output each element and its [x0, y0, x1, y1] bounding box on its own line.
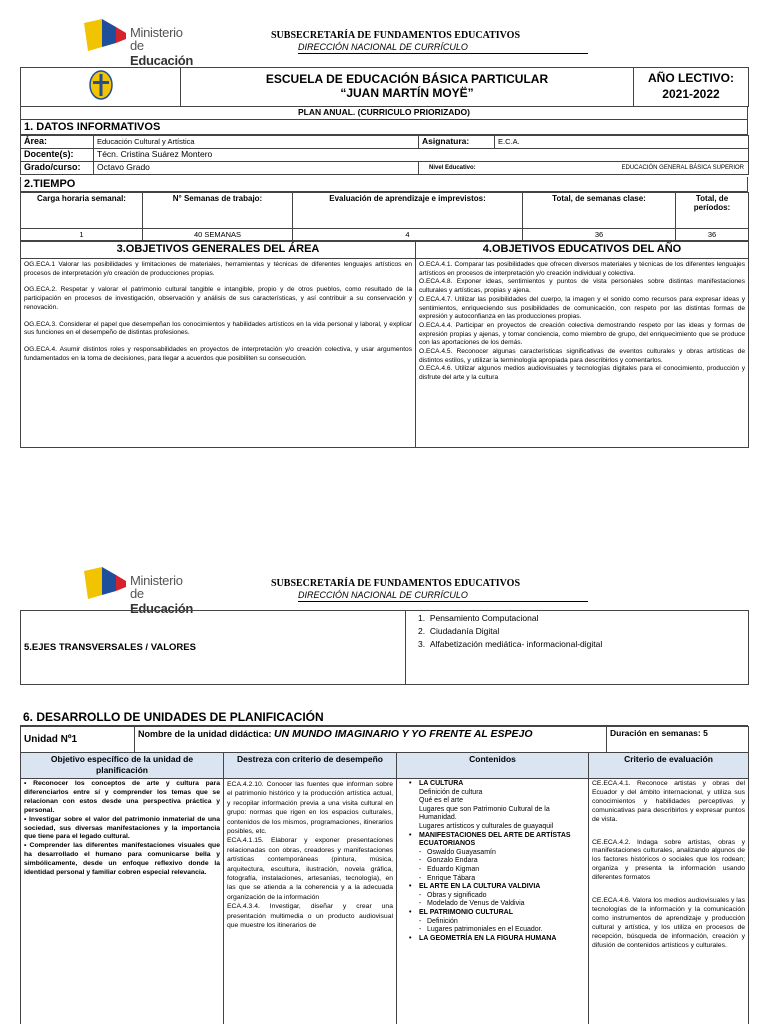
unidad-duracion: Duración en semanas: 5: [607, 727, 749, 753]
criterio-cell: [589, 779, 749, 1024]
tiempo-title: 2.TIEMPO: [20, 177, 748, 192]
logo-line2-2: de Educación: [130, 586, 194, 616]
objetivo-area-4: OG.ECA.4. Asumir distintos roles y responsabilidades en proyectos de interpretación y/o creación colectiva, y usar argumentos fundamentados en la toma de decisiones, para llegar a acuerdos que posibiliten su consecución.: [24, 345, 412, 362]
school-emblem-cell: [21, 68, 181, 107]
objetivo-anio-3: O.ECA.4.7. Utilizar las posibilidades del cuerpo, la imagen y el sonido como recursos para expresar ideas y sentimientos, enriqueciendo sus posibilidades de comunicación, con respeto por las distintas formas de expresión y autoconfianza en las producciones propias.: [419, 295, 745, 321]
plan-title: PLAN ANUAL. (CURRICULO PRIORIZADO): [20, 106, 748, 120]
tiempo-header-3: Evaluación de aprendizaje e imprevistos:: [293, 193, 523, 229]
page-1: [0, 0, 768, 470]
tiempo-value-4: 36: [523, 229, 676, 241]
contenido-item: - Lugares patrimoniales en el Ecuador.: [409, 926, 585, 935]
ministerio-logo-icon-2: [80, 565, 128, 601]
objetivo-item-2: • Investigar sobre el valor del patrimonio inmaterial de una sociedad, sus diversas manifestaciones y la importancia que tiene para el legado cultural.: [24, 815, 220, 841]
grado-value: Octavo Grado: [94, 162, 419, 175]
objetivo-anio-5: O.ECA.4.5. Reconocer algunas características significativas de eventos culturales y obras artísticas de distintos estilos, y utilizar la terminología apropiada para describirlos y comentarlos.: [419, 348, 745, 364]
contenido-item: Lugares que son Patrimonio Cultural de la Humanidad.: [419, 805, 550, 822]
ministerio-logo: [80, 17, 210, 68]
contenido-item: - Definición: [409, 918, 585, 927]
objetivos-area-list: [21, 259, 416, 448]
objetivo-area-3: OG.ECA.3. Considerar el papel que desempeñan los conocimientos y habilidades artísticos en la vida personal y laboral, y explicar sus funciones en el desempeño de distintas profesiones.: [24, 320, 412, 337]
col-header-criterio: Criterio de evaluación: [589, 753, 749, 779]
contenido-item: - Enrique Tábara: [409, 875, 585, 884]
destreza-item-3: ECA.4.3.4. Investigar, diseñar y crear una presentación multimedia o un producto audiovisual que muestre los itinerarios de: [227, 903, 393, 930]
objetivo-item-3: • Comprender las diferentes manifestaciones visuales que ha desarrollado el humano para comunicarse bella y simbólicamente, desde un enfoque reflexivo donde la identidad personal y familiar cobren especial relevancia.: [24, 842, 220, 877]
contenidos-cell: [397, 779, 589, 1024]
nivel-cell: [419, 162, 749, 175]
destreza-item-1: ECA.4.2.10. Conocer las fuentes que informan sobre el patrimonio histórico y la producción artística actual, y recopilar información previa a una visita cultural en grupo: normas que rigen en los espacios culturales, contenidos de los mismos, programaciones, itinerarios posibles, etc.: [227, 781, 393, 836]
datos-table: [20, 135, 749, 175]
subsecretaria-title-2: SUBSECRETARÍA DE FUNDAMENTOS EDUCATIVOS: [271, 578, 521, 589]
ministerio-logo-icon: [80, 17, 128, 53]
tiempo-value-2: 40 SEMANAS: [143, 229, 293, 241]
unidad-nombre: Nombre de la unidad didáctica: UN MUNDO IMAGINARIO Y YO FRENTE AL ESPEJO: [135, 727, 607, 753]
asignatura-label: Asignatura:: [419, 136, 495, 149]
objetivo-anio-2: O.ECA.4.8. Exponer ideas, sentimientos y puntos de vista personales sobre distintas manifestaciones culturales y artísticas, propias y ajena.: [419, 278, 745, 295]
desarrollo-title: 6. DESARROLLO DE UNIDADES DE PLANIFICACIÓN: [20, 710, 748, 726]
contenido-item: - Eduardo Kigman: [409, 866, 585, 875]
col-header-destreza: Destreza con criterio de desempeño: [224, 753, 397, 779]
contenido-item: Qué es el arte: [419, 797, 463, 805]
tiempo-header-1: Carga horaria semanal:: [21, 193, 143, 229]
ejes-title: 5.EJES TRANSVERSALES / VALORES: [21, 611, 406, 685]
logo-line1-2: Ministerio: [130, 573, 183, 588]
contenido-patrimonio: • EL PATRIMONIO CULTURAL: [409, 909, 585, 918]
objetivos-table: [20, 241, 749, 448]
objetivo-cell: [21, 779, 224, 1024]
objetivos-anio-list: [416, 259, 749, 448]
direccion-title-2: DIRECCIÓN NACIONAL DE CURRÍCULO: [298, 590, 588, 602]
direccion-title: DIRECCIÓN NACIONAL DE CURRÍCULO: [298, 42, 588, 54]
tiempo-value-5: 36: [676, 229, 749, 241]
eje-item-3: 3. Alfabetización mediática- informacional-digital: [418, 639, 603, 649]
contenidos-list: [409, 780, 585, 943]
tiempo-header-4: Total, de semanas clase:: [523, 193, 676, 229]
eje-item-1: 1. Pensamiento Computacional: [418, 613, 539, 623]
tiempo-value-1: 1: [21, 229, 143, 241]
tiempo-table: [20, 192, 749, 241]
page-header: [0, 0, 768, 68]
contenido-geometria: • LA GEOMETRÍA EN LA FIGURA HUMANA: [409, 935, 585, 944]
school-emblem-icon: [89, 70, 113, 100]
ejes-list: [406, 611, 749, 685]
docente-label: Docente(s):: [21, 149, 94, 162]
objetivos-anio-title: 4.OBJETIVOS EDUCATIVOS DEL AÑO: [416, 242, 749, 259]
destreza-item-2: ECA.4.1.15. Elaborar y exponer presentaciones relacionadas con obras, creadores y manifestaciones artísticas contemporáneas (pintura, música, arquitectura, escultura, ilustración, novela gráfica, fotografía, instalaciones, artesanías, tecnología), en las que se atienda a la coherencia y a la adecuada organización de la información: [227, 837, 393, 901]
area-label: Área:: [21, 136, 94, 149]
nivel-value: EDUCACIÓN GENERAL BÁSICA SUPERIOR: [621, 165, 744, 171]
subsecretaria-title: SUBSECRETARÍA DE FUNDAMENTOS EDUCATIVOS: [271, 30, 521, 41]
criterio-item-1: CE.ECA.4.1. Reconoce artistas y obras del Ecuador y del ámbito internacional, y utiliza sus conocimientos y habilidades perceptivas y comunicativas para describirlos y expresar puntos de vista.: [592, 780, 745, 823]
docente-value: Técn. Cristina Suárez Montero: [94, 149, 749, 162]
objetivo-item-1: • Reconocer los conceptos de arte y cultura para diferenciarlos entre sí y comprender los temas que se relacionan con estos desde una perspectiva práctica y personal.: [24, 780, 220, 814]
contenido-item: Definición de cultura: [419, 788, 483, 796]
asignatura-value: E.C.A.: [495, 136, 749, 149]
destreza-cell: [224, 779, 397, 1024]
school-table: [20, 67, 749, 107]
unidad-label: Unidad Nº1: [21, 727, 135, 753]
contenido-item: - Oswaldo Guayasamín: [409, 849, 585, 858]
objetivo-anio-4: O.ECA.4.4. Participar en proyectos de creación colectiva demostrando respeto por las ideas y formas de expresión propias y ajenas, y tomar conciencia, como miembro de grupo, del enriquecimiento que se produce con las aportaciones de los demás.: [419, 321, 745, 347]
contenido-manifestaciones: • MANIFESTACIONES DEL ARTE DE ARTÍSTAS ECUATORIANOS: [409, 832, 585, 849]
eje-item-2: 2. Ciudadanía Digital: [418, 626, 500, 636]
contenido-item: - Modelado de Venus de Valdivia: [409, 900, 585, 909]
school-name: ESCUELA DE EDUCACIÓN BÁSICA PARTICULAR “JUAN MARTÍN MOYË”: [181, 68, 634, 107]
school-year: AÑO LECTIVO: 2021-2022: [634, 68, 749, 107]
datos-title: 1. DATOS INFORMATIVOS: [20, 120, 748, 135]
col-header-objetivo: Objetivo específico de la unidad de planificación: [21, 753, 224, 779]
nivel-label: Nivel Educativo:: [429, 165, 476, 171]
tiempo-header-2: N° Semanas de trabajo:: [143, 193, 293, 229]
criterio-item-2: CE.ECA.4.2. Indaga sobre artistas, obras y manifestaciones culturales, analizando algunos de los factores históricos o sociales que los rodean; organiza y presenta la información usando diferentes formatos: [592, 838, 745, 882]
objetivo-anio-1: O.ECA.4.1. Comparar las posibilidades que ofrecen diversos materiales y técnicas de los diferentes lenguajes artísticos en procesos de interpretación y/o creación individual y colectiva.: [419, 261, 745, 277]
objetivo-anio-6: O.ECA.4.6. Utilizar algunos medios audiovisuales y tecnologías digitales para el conocimiento, producción y disfrute del arte y la cultura: [419, 365, 745, 382]
logo-line1: Ministerio: [130, 25, 183, 40]
objetivo-area-1: OG.ECA.1 Valorar las posibilidades y limitaciones de materiales, herramientas y técnicas de diferentes lenguajes artísticos en procesos de interpretación y/o creación de producciones propias.: [24, 261, 412, 277]
criterio-item-3: CE.ECA.4.6. Valora los medios audiovisuales y las tecnologías de la información y la comunicación como instrumentos de aprendizaje y producción cultural y artística, y los utiliza en procesos de recepción, búsqueda de información, creación y difusión de contenidos artísticos y culturales.: [592, 897, 745, 949]
page-2: [0, 548, 768, 1024]
contenido-item: - Obras y significado: [409, 892, 585, 901]
tiempo-header-5: Total, de períodos:: [676, 193, 749, 229]
col-header-contenidos: Contenidos: [397, 753, 589, 779]
contenido-item: Lugares artísticos y culturales de guayaquil: [419, 822, 554, 830]
tiempo-value-3: 4: [293, 229, 523, 241]
objetivos-area-title: 3.OBJETIVOS GENERALES DEL ÁREA: [21, 242, 416, 259]
objetivo-area-2: OG.ECA.2. Respetar y valorar el patrimonio cultural tangible e intangible, propio y de otros pueblos, como resultado de la participación en procesos de investigación, observación y análisis de sus características, y así contribuir a su conservación y renovación.: [24, 286, 412, 311]
contenido-cultura-valdivia: • EL ARTE EN LA CULTURA VALDIVIA: [409, 883, 585, 892]
contenido-item: - Gonzalo Endara: [409, 857, 585, 866]
area-value: Educación Cultural y Artística: [94, 136, 419, 149]
page-header-2: [0, 548, 768, 616]
planificacion-table: [20, 752, 749, 1024]
ejes-table: [20, 610, 749, 685]
logo-line2: de Educación: [130, 38, 194, 68]
unidad-table: [20, 726, 749, 753]
contenido-la-cultura: • LA CULTURA: [409, 780, 585, 789]
grado-label: Grado/curso:: [21, 162, 94, 175]
ministerio-logo-2: [80, 565, 210, 616]
